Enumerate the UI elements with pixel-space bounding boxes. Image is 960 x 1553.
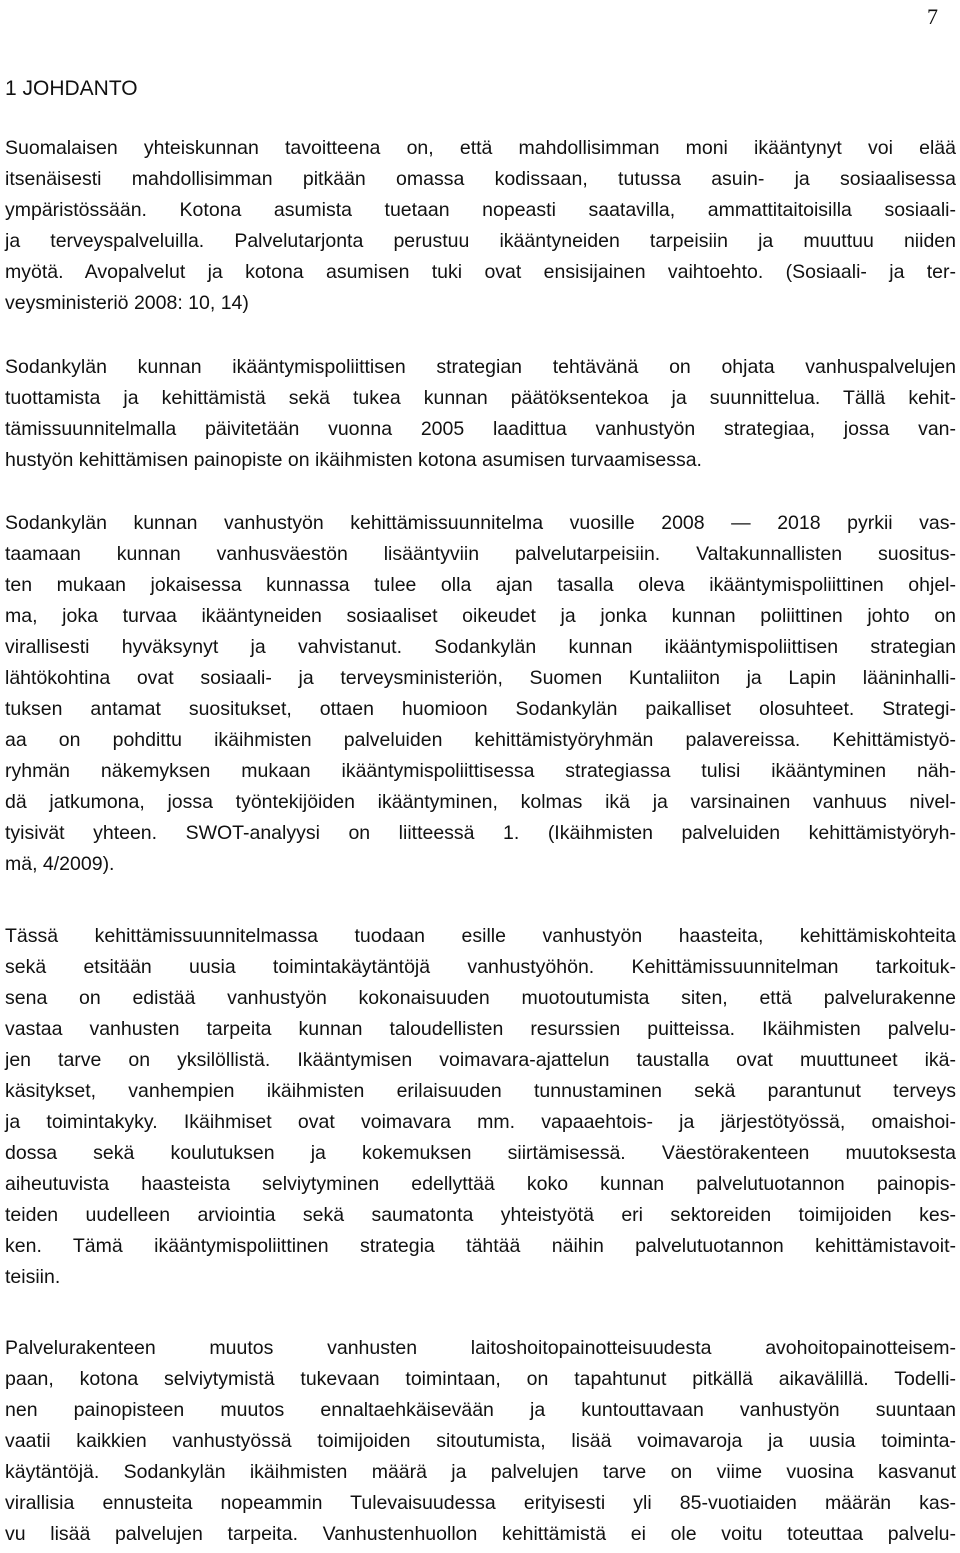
text-line: teiden uudelleen arviointia sekä saumatonta yhteistyötä eri sektoreiden toimijoiden kes- xyxy=(5,1204,956,1226)
text-line: taamaan kunnan vanhusväestön lisääntyviin palvelutarpeisiin. Valtakunnallisten suositus- xyxy=(5,543,956,565)
paragraph-development-plan xyxy=(5,508,956,880)
text-line: vaatii kaikkien vanhustyössä toimijoiden sitoutumista, lisää voimavaroja ja uusia toiminta- xyxy=(5,1430,956,1452)
text-line: dossa sekä koulutuksen ja kokemuksen siirtämisessä. Väestörakenteen muutoksesta xyxy=(5,1142,956,1164)
text-line: tyisivät yhteen. SWOT-analyysi on liitteessä 1. (Ikäihmisten palveluiden kehittämistyöryh- xyxy=(5,822,956,844)
text-line: sekä etsitään uusia toimintakäytäntöjä vanhustyöhön. Kehittämissuunnitelman tarkoituk- xyxy=(5,956,956,978)
text-line: mä, 4/2009). xyxy=(5,853,115,875)
text-line: Suomalaisen yhteiskunnan tavoitteena on, että mahdollisimman moni ikääntynyt voi elää xyxy=(5,137,956,159)
text-line: tuottamista ja kehittämistä sekä tukea kunnan päätöksentekoa ja suunnittelua. Tällä kehit- xyxy=(5,387,956,409)
paragraph-strategy-task xyxy=(5,352,956,476)
text-line: käsitykset, vanhempien ikäihmisten erilaisuuden tunnustaminen sekä parantunut terveys xyxy=(5,1080,956,1102)
text-line: ten mukaan jokaisessa kunnassa tulee olla ajan tasalla oleva ikääntymispoliittinen ohjel- xyxy=(5,574,956,596)
text-line: aa on pohdittu ikäihmisten palveluiden kehittämistyöryhmän palavereissa. Kehittämistyö- xyxy=(5,729,956,751)
text-line: ja toimintakyky. Ikäihmiset ovat voimavara mm. vapaaehtois- ja järjestötyössä, omaishoi- xyxy=(5,1111,956,1133)
text-line: jen tarve on yksilöllistä. Ikääntymisen voimavara-ajattelun taustalla ovat muuttuneet ikä- xyxy=(5,1049,956,1071)
text-line: teisiin. xyxy=(5,1266,61,1288)
text-line: lähtökohtina ovat sosiaali- ja terveysministeriön, Suomen Kuntaliiton ja Lapin lääninhalli- xyxy=(5,667,956,689)
text-line: Sodankylän kunnan vanhustyön kehittämissuunnitelma vuosille 2008 — 2018 pyrkii vas- xyxy=(5,512,956,534)
text-line: ympäristössään. Kotona asumista tuetaan nopeasti saatavilla, ammattitaitoisilla sosiaali- xyxy=(5,199,956,221)
text-line: veysministeriö 2008: 10, 14) xyxy=(5,292,249,314)
text-line: sena on edistää vanhustyön kokonaisuuden muotoutumista siten, että palvelurakenne xyxy=(5,987,956,1009)
text-line: dä jatkumona, jossa työntekijöiden ikääntyminen, kolmas ikä ja varsinainen vanhuus nivel- xyxy=(5,791,956,813)
text-line: Palvelurakenteen muutos vanhusten laitoshoitopainotteisuudesta avohoitopainotteisem- xyxy=(5,1337,956,1359)
text-line: Tässä kehittämissuunnitelmassa tuodaan esille vanhustyön haasteita, kehittämiskohteita xyxy=(5,925,956,947)
text-line: ken. Tämä ikääntymispoliittinen strategia tähtää näihin palvelutuotannon kehittämistavoit- xyxy=(5,1235,956,1257)
section-heading: 1 JOHDANTO xyxy=(5,77,138,100)
text-line: vastaa vanhusten tarpeita kunnan taloudellisten resurssien puitteissa. Ikäihmisten palvelu- xyxy=(5,1018,956,1040)
text-line: paan, kotona selviytymistä tukevaan toimintaan, on tapahtunut pitkällä aikavälillä. Todelli- xyxy=(5,1368,956,1390)
paragraph-service-structure xyxy=(5,1333,956,1550)
text-line: virallisia ennusteita nopeammin Tulevaisuudessa erityisesti yli 85-vuotiaiden määrän kas- xyxy=(5,1492,956,1514)
text-line: tuksen antamat suositukset, ottaen huomioon Sodankylän paikalliset olosuhteet. Strategi- xyxy=(5,698,956,720)
text-line: vu lisää palvelujen tarpeita. Vanhustenhuollon kehittämistä ei ole voitu toteuttaa palvelu- xyxy=(5,1523,956,1545)
page-number: 7 xyxy=(927,4,938,29)
text-line: ryhmän näkemyksen mukaan ikääntymispoliittisessa strategiassa tulisi ikääntyminen näh- xyxy=(5,760,956,782)
text-line: ma, joka turvaa ikääntyneiden sosiaaliset oikeudet ja jonka kunnan poliittinen johto on xyxy=(5,605,956,627)
text-line: myötä. Avopalvelut ja kotona asumisen tuki ovat ensisijainen vaihtoehto. (Sosiaali- ja ter- xyxy=(5,261,956,283)
text-line: ja terveyspalveluilla. Palvelutarjonta perustuu ikääntyneiden tarpeisiin ja muuttuu niiden xyxy=(5,230,956,252)
text-line: tämissuunnitelmalla päivitetään vuonna 2005 laadittua vanhustyön strategiaa, jossa van- xyxy=(5,418,956,440)
paragraph-intro xyxy=(5,133,956,319)
text-line: käytäntöjä. Sodankylän ikäihmisten määrä ja palvelujen tarve on viime vuosina kasvanut xyxy=(5,1461,956,1483)
text-line: Sodankylän kunnan ikääntymispoliittisen strategian tehtävänä on ohjata vanhuspalvelujen xyxy=(5,356,956,378)
text-line: hustyön kehittämisen painopiste on ikäihmisten kotona asumisen turvaamisessa. xyxy=(5,449,702,471)
text-line: nen painopisteen muutos ennaltaehkäisevään ja kuntouttavaan vanhustyön suuntaan xyxy=(5,1399,956,1421)
text-line: aiheutuvista haasteista selviytyminen edellyttää koko kunnan palvelutuotannon painopis- xyxy=(5,1173,956,1195)
text-line: itsenäisesti mahdollisimman pitkään omassa kodissaan, tutussa asuin- ja sosiaalisessa xyxy=(5,168,956,190)
paragraph-challenges xyxy=(5,921,956,1293)
text-line: virallisesti hyväksynyt ja vahvistanut. Sodankylän kunnan ikääntymispoliittisen strategian xyxy=(5,636,956,658)
